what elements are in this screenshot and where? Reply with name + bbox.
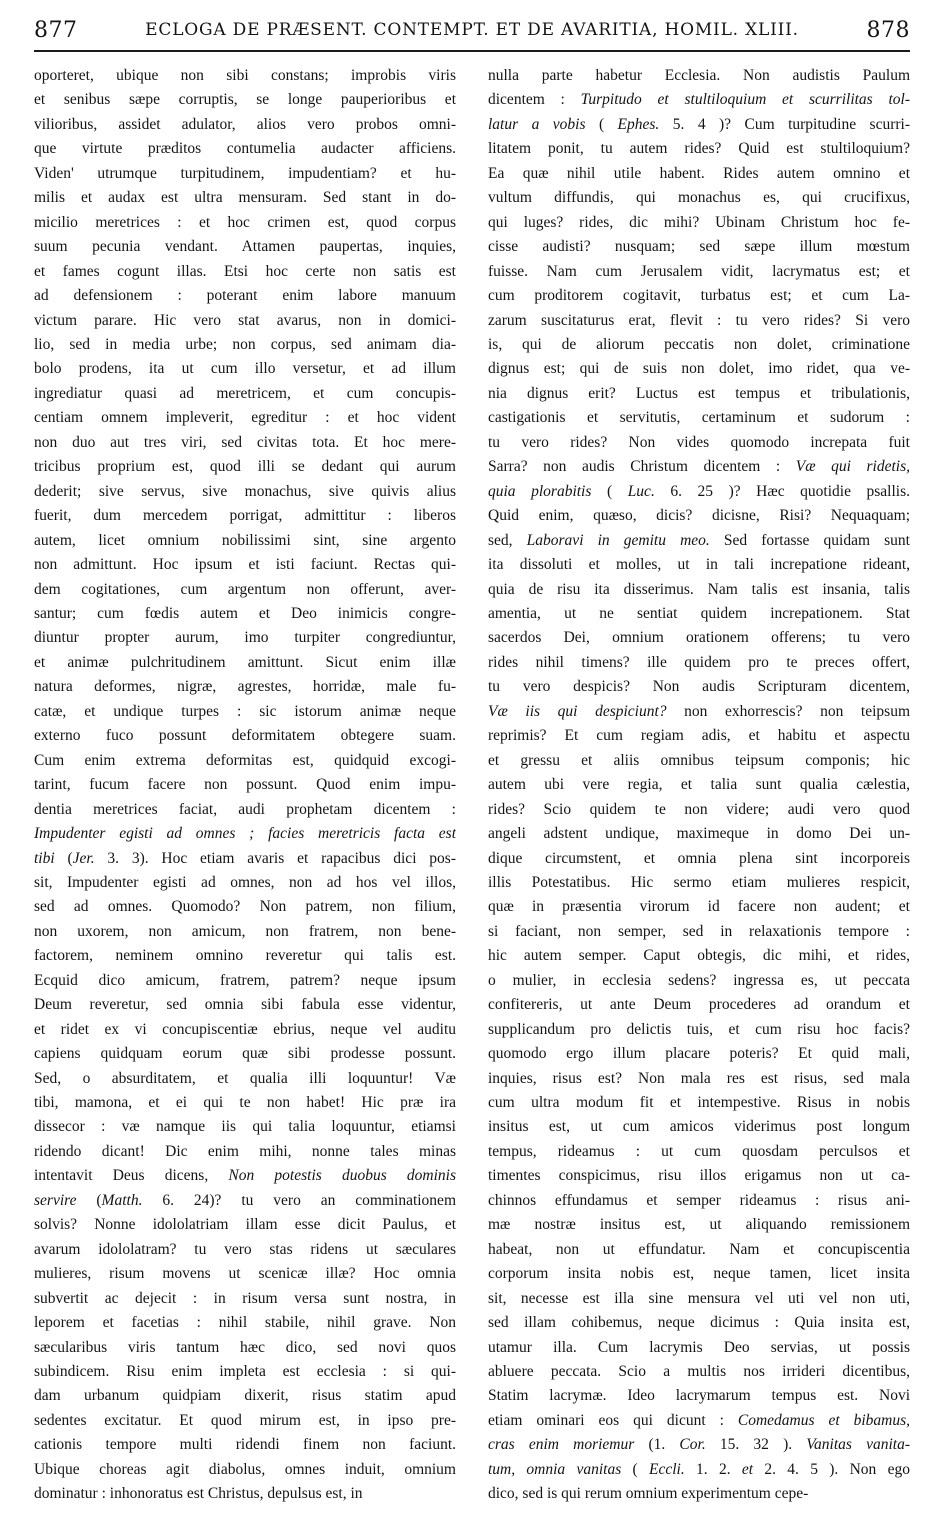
left-column-line: non admittunt. Hoc ipsum et isti faciunt. Rectas qui- <box>34 556 456 574</box>
left-column-line: subindicem. Risu enim impleta est ecclesia : si qui- <box>34 1363 456 1381</box>
left-column-line: dominatur : inhonoratus est Christus, depulsus est, in <box>34 1485 363 1503</box>
right-column-line: rides? Scio quidem te non videre; audi vero quod <box>488 800 910 818</box>
right-column-line: Statim lacrymæ. Ideo lacrymarum tempus est. Novi <box>488 1387 910 1405</box>
right-column-line: rides nihil timens? ille quidem pro te preces offert, <box>488 653 910 671</box>
right-column-line: tempus, rideamus : ut cum quosdam perculsos et <box>488 1142 910 1160</box>
left-column-line: sed ad omnes. Quomodo? Non patrem, non filium, <box>34 898 456 916</box>
left-column-line: et senibus sæpe corruptis, se longe pauperioribus et <box>34 91 456 109</box>
right-column-line: illis Potestatibus. Hic sermo etiam mulieres respicit, <box>488 873 910 891</box>
left-column-line: dam urbanum quidpiam dixerit, risus statim apud <box>34 1387 456 1405</box>
left-column-line: ad defensionem : poterant enim labore manuum <box>34 287 456 305</box>
left-column-line: lio, sed in media urbe; non corpus, sed animam dia- <box>34 335 456 353</box>
right-column-line: dique circumstent, et omnia plena sint incorporeis <box>488 849 910 867</box>
left-column-line: tarint, fucum facere non possunt. Quod enim impu- <box>34 776 456 794</box>
right-column-line: o mulier, in ecclesia sedens? ingressa es, ut peccata <box>488 971 910 989</box>
left-column-line: fuerit, dum mercedem porrigat, admittitur : liberos <box>34 507 456 525</box>
left-column-line: subvertit ac dejecit : in risum versa sunt nostra, in <box>34 1289 456 1307</box>
left-column-line: tricibus proprium est, quod illi se dedant qui aurum <box>34 458 456 476</box>
right-column-line: cras enim moriemur (1. Cor. 15. 32 ). Vanitas vanita- <box>488 1436 910 1454</box>
right-column-line: sacerdos Dei, omnium orationem offerens; tu vero <box>488 629 910 647</box>
left-column-line: dem cogitationes, cum argentum non offerunt, aver- <box>34 580 456 598</box>
left-column-line: dederit; sive servus, sive monachus, sive quivis alius <box>34 482 456 500</box>
left-column-line: Impudenter egisti ad omnes ; facies meretricis facta est <box>34 825 456 843</box>
left-column-line: tibi (Jer. 3. 3). Hoc etiam avaris et rapacibus dici pos- <box>34 849 456 867</box>
right-column-line: cum ultra modum fit et intempestive. Risus in nobis <box>488 1094 910 1112</box>
left-column-line: ingrediatur quasi ad meretricem, et cum concupis- <box>34 384 456 402</box>
left-column-line: mulieres, risum movens ut scenicæ illæ? Hoc omnia <box>34 1265 456 1283</box>
left-column-line: oporteret, ubique non sibi constans; improbis viris <box>34 67 456 84</box>
right-column-line: sit, necesse est illa sine mensura vel uti vel non uti, <box>488 1289 910 1307</box>
left-column-line: capiens quidquam eorum quæ sibi prodesse possunt. <box>34 1045 456 1063</box>
right-column-line: supplicandum pro delictis tuis, et cum risu hoc facis? <box>488 1020 910 1038</box>
left-column-line: solvis? Nonne idololatriam illam esse dicit Paulus, et <box>34 1216 456 1234</box>
right-column-line: timentes conspicimus, risu illos erigamus non ut ca- <box>488 1167 910 1185</box>
left-column-line: et animæ pulchritudinem amittunt. Sicut enim illæ <box>34 653 456 671</box>
right-column-line: sed, Laboravi in gemitu meo. Sed fortasse quidam sunt <box>488 531 910 549</box>
right-column-line: zarum suscitaturus erat, flevit : tu vero rides? Si vero <box>488 311 910 329</box>
right-column-line: autem ubi vere regia, et talia sunt qualia cælestia, <box>488 776 910 794</box>
left-column-line: Cum enim extrema deformitas est, quidquid excogi- <box>34 751 456 769</box>
page-number-left: 877 <box>34 17 78 43</box>
right-column-line: vultum diffundis, qui monachus es, qui crucifixus, <box>488 189 910 207</box>
right-column-line: dignus est; qui de suis non dolet, imo ridet, qua ve- <box>488 360 910 378</box>
right-column-line: latur a vobis ( Ephes. 5. 4 )? Cum turpitudine scurri- <box>488 115 910 133</box>
left-column-line: avarum idololatram? tu vero stas ridens ut sæculares <box>34 1240 456 1258</box>
right-column-line: nia dignus erit? Luctus est tempus et tribulationis, <box>488 384 910 402</box>
right-column-line: si faciant, non semper, sed in relaxationis tempore : <box>488 922 910 940</box>
right-column-line: tum, omnia vanitas ( Eccli. 1. 2. et 2. 4. 5 ). Non ego <box>488 1460 910 1478</box>
left-column-line: santur; cum fœdis autem et Deo inimicis congre- <box>34 604 456 622</box>
right-column-line: castigationis et servitutis, certaminum et sudorum : <box>488 409 910 427</box>
left-column-line: micilio meretrices : et hoc crimen est, quod corpus <box>34 213 456 231</box>
right-column-line: utamur illa. Cum lacrymis Deo servias, ut possis <box>488 1338 910 1356</box>
right-column-line: quæ in præsentia virorum id facere non audent; et <box>488 898 910 916</box>
right-column-line: cum proditorem cogitavit, turbatus est; et cum La- <box>488 287 910 305</box>
right-column-line: qui luges? rides, dic mihi? Ubinam Christum hoc fe- <box>488 213 910 231</box>
right-column-line: insitus est, ut cum amicos viderimus post longum <box>488 1118 910 1136</box>
left-column-line: milis et audax est ultra mensuram. Sed stant in do- <box>34 189 456 207</box>
left-column-line: et ridet ex vi concupiscentiæ ebrius, neque vel auditu <box>34 1020 456 1038</box>
right-column-line: amentia, ut ne sentiat quidem increpationem. Stat <box>488 604 910 622</box>
right-column-line: Sarra? non audis Christum dicentem : Væ qui ridetis, <box>488 458 910 476</box>
left-column-line: victum parare. Hic vero stat avarus, non in domici- <box>34 311 456 329</box>
left-column-line: ridendo dicant! Dic enim mihi, nonne tales minas <box>34 1142 456 1160</box>
page-header <box>34 10 910 52</box>
left-column-line: sæcularibus viris tantum hæc dico, sed novi quos <box>34 1338 456 1356</box>
right-column-line: inquies, risus est? Non mala res est risus, sed mala <box>488 1069 910 1087</box>
left-column-line: sit, Impudenter egisti ad omnes, non ad hos vel illos, <box>34 873 456 891</box>
left-column-line: dentia meretrices faciat, audi prophetam dicentem : <box>34 800 456 818</box>
right-column-line: hic autem semper. Caput obtegis, dic mihi, et rides, <box>488 947 910 965</box>
left-column-line: autem, licet omnium nobilissimi sint, sine argento <box>34 531 456 549</box>
right-column-line: reprimis? Et cum regiam adis, et habitu et aspectu <box>488 727 910 745</box>
right-column-line: tu vero rides? Non vides quomodo increpata fuit <box>488 433 910 451</box>
left-column-line: tibi, mamona, et ei qui te non habet! Hic præ ira <box>34 1094 456 1112</box>
right-column-line: quia de risu ita disserimus. Nam talis est insania, talis <box>488 580 910 598</box>
right-column <box>488 64 910 1534</box>
right-column-line: dicentem : Turpitudo et stultiloquium et scurrilitas tol- <box>488 91 910 109</box>
right-column-line: etiam ominari eos qui dicunt : Comedamus et bibamus, <box>488 1411 910 1429</box>
left-column-line: diuntur propter aurum, imo turpiter congrediuntur, <box>34 629 456 647</box>
right-column-line: mæ nostræ insitus est, ut aliquando remissionem <box>488 1216 910 1234</box>
running-title: ECLOGA DE PRÆSENT. CONTEMPT. ET DE AVARITIA, HOMIL. XLIII. <box>145 20 799 40</box>
right-column-line: Ea quæ nihil utile habent. Rides autem omnino et <box>488 164 910 182</box>
left-column-line: Ubique choreas agit diabolus, omnes induit, omnium <box>34 1460 456 1478</box>
left-column-line: Ecquid dico amicum, fratrem, patrem? neque ipsum <box>34 971 456 989</box>
right-column-line: Væ iis qui despiciunt? non exhorrescis? non teipsum <box>488 702 910 720</box>
right-column-line: et gressu et aliis omnibus teipsum componis; hic <box>488 751 910 769</box>
right-column-line: corporum insita nobis est, neque tamen, licet insita <box>488 1265 910 1283</box>
right-column-line: Quid enim, quæso, dicis? dicisne, Risi? Nequaquam; <box>488 507 910 525</box>
left-column-line: catæ, et undique turpes : sic istorum animæ neque <box>34 702 456 720</box>
left-column-line: non duo aut tres viri, sed civitas tota. Et hoc mere- <box>34 433 456 451</box>
left-column-line: dissecor : væ namque iis qui talia loquuntur, etiamsi <box>34 1118 456 1136</box>
right-column-line: tu vero despicis? Non audis Scripturam dicentem, <box>488 678 910 696</box>
left-column-line: sedentes excitatur. Et quod mirum est, in ipso pre- <box>34 1411 456 1429</box>
right-column-line: sed illam cohibemus, neque dicimus : Quia insita est, <box>488 1314 910 1332</box>
right-column-line: nulla parte habetur Ecclesia. Non audistis Paulum <box>488 67 910 84</box>
page-number-right: 878 <box>866 17 910 43</box>
left-column-line: Deum reveretur, sed omnia sibi fabula esse videntur, <box>34 996 456 1014</box>
left-column-line: natura deformes, nigræ, agrestes, horridæ, male fu- <box>34 678 456 696</box>
left-column-line: bolo prodens, ita ut cum illo versetur, et ad illum <box>34 360 456 378</box>
right-column-line: angeli adstent undique, maximeque in domo Dei un- <box>488 825 910 843</box>
left-column-line: suum pecunia vendant. Attamen paupertas, inquies, <box>34 238 456 256</box>
left-column-line: centiam omnem impleverit, egreditur : et hoc vident <box>34 409 456 427</box>
right-column-line: habeat, non ut effundatur. Nam et concupiscentia <box>488 1240 910 1258</box>
left-column-line: factorem, neminem omnino reveretur qui talis est. <box>34 947 456 965</box>
right-column-line: chinnos effundamus et semper rideamus : risus ani- <box>488 1191 910 1209</box>
right-column-line: fuisse. Nam cum Jerusalem vidit, lacrymatus est; et <box>488 262 910 280</box>
left-column <box>34 64 456 1534</box>
left-column-line: cationis tempore multi ridendi finem non faciunt. <box>34 1436 456 1454</box>
text-columns <box>34 64 910 1534</box>
right-column-line: confitereris, ut ante Deum procederes ad orandum et <box>488 996 910 1014</box>
left-column-line: Sed, o absurditatem, et qualia illi loquuntur! Væ <box>34 1069 456 1087</box>
left-column-line: vilioribus, assidet adulator, alios vero probos omni- <box>34 115 456 133</box>
left-column-line: que virtute præditos contumelia audacter afficiens. <box>34 140 456 158</box>
right-column-line: abluere peccata. Scio a multis nos irrideri dicentibus, <box>488 1363 910 1381</box>
left-column-line: et fames cogunt illas. Etsi hoc certe non satis est <box>34 262 456 280</box>
right-column-line: ita dissoluti et molles, ut in tali increpatione rideant, <box>488 556 910 574</box>
left-column-line: intentavit Deus dicens, Non potestis duobus dominis <box>34 1167 456 1185</box>
right-column-line: quomodo ergo illum placare poteris? Et quid mali, <box>488 1045 910 1063</box>
right-column-line: dico, sed is qui rerum omnium experimentum cepe- <box>488 1485 809 1503</box>
right-column-line: litatem ponit, tu autem rides? Quid est stultiloquium? <box>488 140 910 158</box>
left-column-line: Viden' utrumque turpitudinem, impudentiam? et hu- <box>34 164 456 182</box>
left-column-line: non uxorem, non amicum, non fratrem, non bene- <box>34 922 456 940</box>
left-column-line: servire (Matth. 6. 24)? tu vero an comminationem <box>34 1191 456 1209</box>
right-column-line: cisse audisti? nusquam; sed sæpe illum mœstum <box>488 238 910 256</box>
left-column-line: externo fuco possunt deformitatem obtegere suam. <box>34 727 456 745</box>
left-column-line: leporem et facetias : nihil stabile, nihil grave. Non <box>34 1314 456 1332</box>
right-column-line: quia plorabitis ( Luc. 6. 25 )? Hæc quotidie psallis. <box>488 482 910 500</box>
right-column-line: is, qui de aliorum peccatis non dolet, criminatione <box>488 335 910 353</box>
